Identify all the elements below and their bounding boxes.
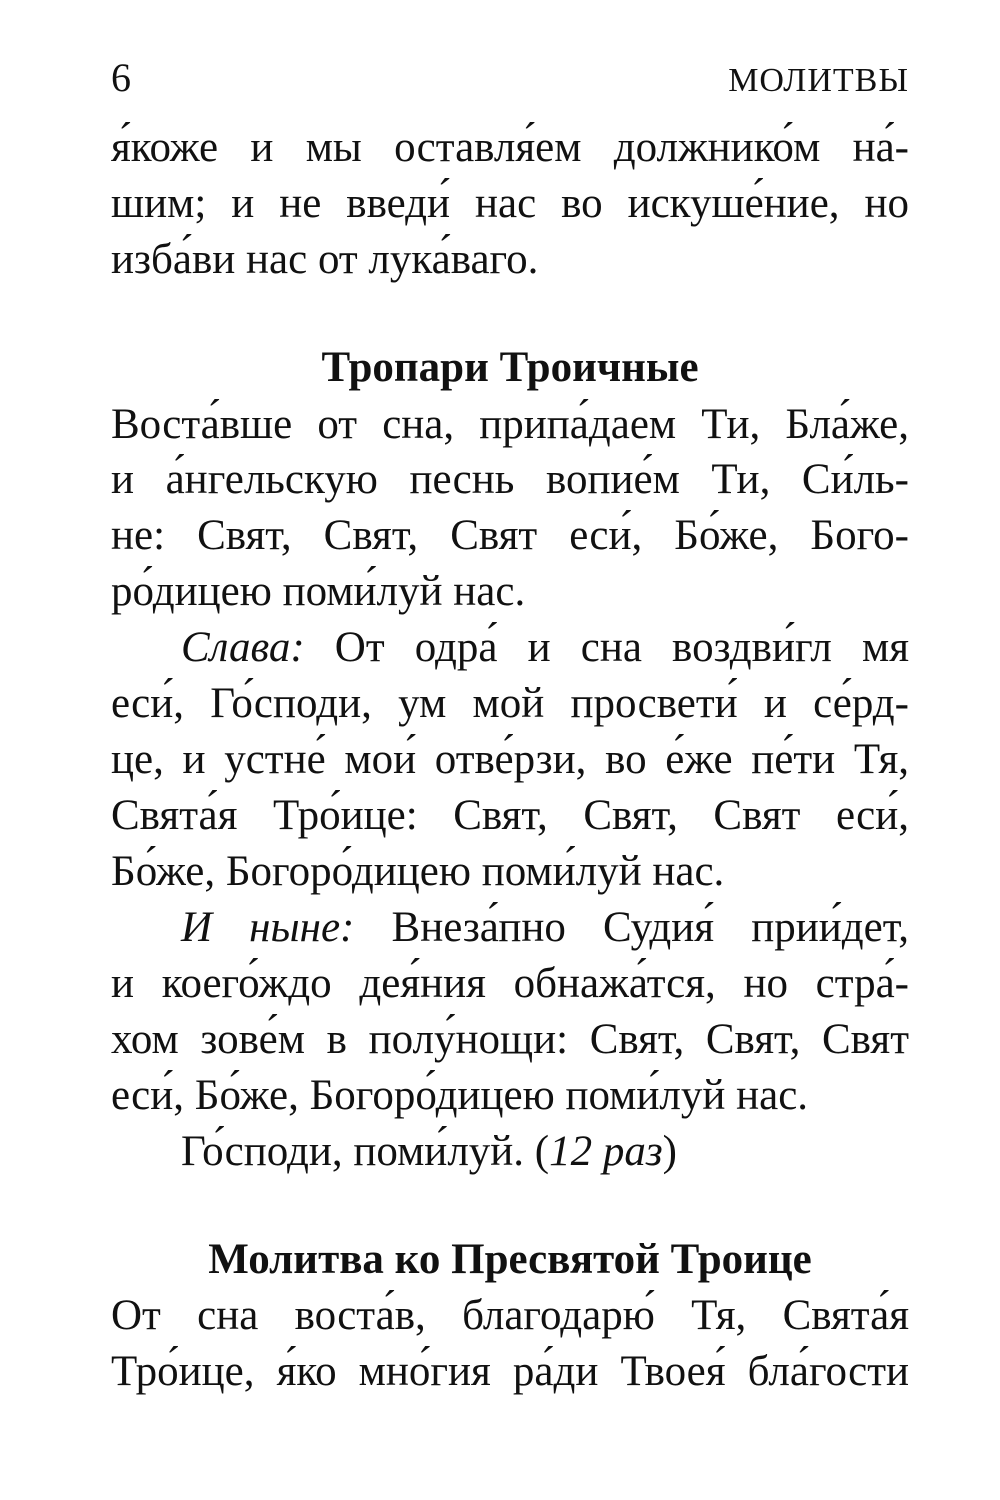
text-line: Воста́вше от сна, припа́даем Ти, Бла́же, (111, 401, 909, 448)
text-line: изба́ви нас от лука́ваго. (111, 236, 539, 283)
trinity-prayer-heading: Молитва ко Пресвятой Троице (208, 1236, 812, 1283)
text-line: хом зове́м в полу́нощи: Свят, Свят, Свят (111, 1016, 909, 1063)
nyne-label: И ныне: (181, 904, 355, 951)
nyne-text: Внеза́пно Судия́ прии́дет, (354, 904, 909, 951)
page-number: 6 (111, 55, 131, 100)
text-line: ро́дицею поми́луй нас. (111, 568, 526, 615)
text-line: не: Свят, Свят, Свят еси́, Бо́же, Бого- (111, 512, 909, 559)
text-line: це, и устне́ мои́ отве́рзи, во е́же пе́ти Тя, (111, 736, 909, 783)
text-line: От сна воста́в, благодарю́ Тя, Свята́я (111, 1292, 909, 1339)
kyrie-line (181, 1130, 677, 1173)
text-line: и а́нгельскую песнь вопие́м Ти, Си́ль- (111, 456, 909, 503)
slava-label: Слава: (181, 624, 305, 671)
kyrie-close: ) (662, 1128, 677, 1175)
text-line: шим; и не введи́ нас во искуше́ние, но (111, 180, 909, 227)
text-line: Тро́ице, я́ко мно́гия ра́ди Твоея́ бла́гости (111, 1348, 909, 1395)
kyrie-text: Го́споди, поми́луй. ( (181, 1128, 550, 1175)
text-line (181, 626, 909, 669)
kyrie-count: 12 раз (549, 1128, 663, 1175)
text-line: и коего́ждо дея́ния обнажа́тся, но стра́- (111, 960, 909, 1007)
troparia-heading: Тропари Троичные (321, 344, 699, 391)
text-line (181, 906, 909, 949)
slava-text: От одра́ и сна воздви́гл мя (304, 624, 909, 671)
text-line: Бо́же, Богоро́дицею поми́луй нас. (111, 848, 725, 895)
text-line: еси́, Бо́же, Богоро́дицею поми́луй нас. (111, 1072, 809, 1119)
text-line: Свята́я Тро́ице: Свят, Свят, Свят еси́, (111, 792, 909, 839)
text-line: я́коже и мы оставля́ем должнико́м на́- (111, 124, 909, 171)
running-title: МОЛИТВЫ (728, 62, 909, 99)
text-line: еси́, Го́споди, ум мой просвети́ и се́рд- (111, 680, 909, 727)
